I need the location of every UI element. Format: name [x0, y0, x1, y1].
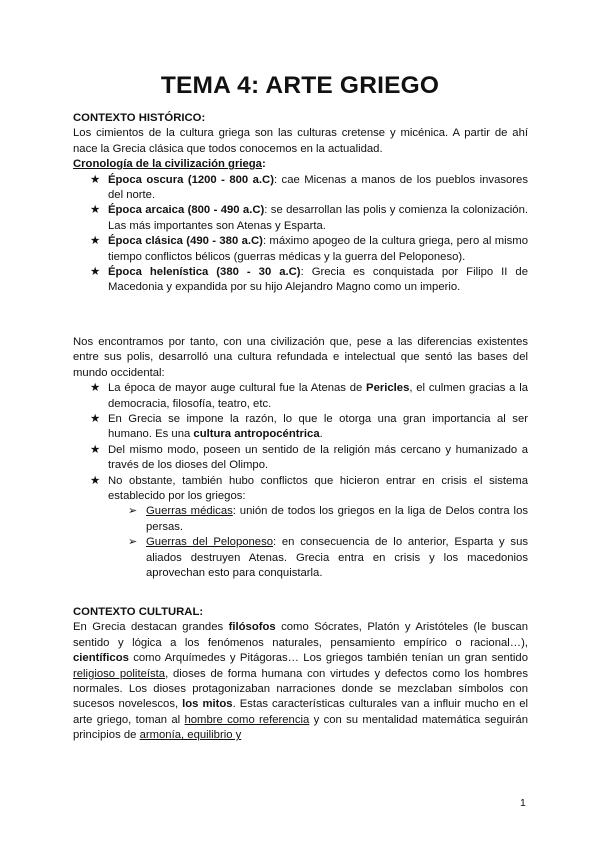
- era-name: Época helenística (380 - 30 a.C): [108, 266, 301, 279]
- point-text: No obstante, también hubo conflictos que hicieron entrar en crisis el sistema establecido por los griegos:: [108, 474, 528, 503]
- era-description: : se desarrollan las polis y comienza la colonización. Las más importantes son Atenas y Esparta.: [108, 204, 528, 232]
- civilization-point: [73, 381, 528, 412]
- paragraph-text: y con su mentalidad matemática seguirán principios de: [73, 713, 528, 742]
- historical-context-heading: CONTEXTO HISTÓRICO:: [73, 112, 206, 124]
- era-name: Época arcaica (800 - 490 a.C): [108, 204, 265, 217]
- arrow-bullet-icon: ➢: [128, 505, 138, 518]
- point-text: En Grecia se impone la razón, lo que le otorga una gran importancia al ser humano. Es una: [108, 413, 528, 441]
- star-bullet-icon: ★: [90, 443, 101, 456]
- civilization-summary: Nos encontramos por tanto, con una civilización que, pese a las diferencias existentes entre sus polis, desarrolló una cultura refundada e intelectual que sentó las bases del mundo occidental:: [73, 336, 528, 379]
- paragraph-underlined: religioso politeísta: [73, 667, 166, 680]
- point-emphasis: Pericles: [366, 382, 410, 395]
- war-description: : en consecuencia de lo anterior, Esparta y sus aliados destruyen Atenas. Grecia entra en crisis y los macedonios aprovechan esto para conquistarla.: [146, 536, 529, 580]
- cultural-context-paragraph: [73, 620, 528, 743]
- cultural-context-section: [73, 605, 528, 744]
- point-text: .: [319, 428, 323, 441]
- paragraph-emphasis: los mitos: [182, 698, 233, 711]
- chronology-heading-colon: :: [261, 158, 266, 171]
- paragraph-text: , dioses de forma humana con virtudes y defectos como los hombres normales. Los dioses protagonizaban narraciones donde se mezclaban símbolos con sucesos novelescos,: [73, 667, 528, 711]
- paragraph-underlined: hombre como referencia: [184, 713, 310, 726]
- civilization-point: [73, 474, 528, 505]
- war-description: : unión de todos los griegos en la liga de Delos contra los persas.: [146, 505, 529, 533]
- era-name: Época clásica (490 - 380 a.C): [108, 235, 263, 248]
- document-title: TEMA 4: ARTE GRIEGO: [160, 72, 440, 99]
- chronology-item: [73, 234, 528, 265]
- wars-list: [73, 504, 528, 581]
- paragraph-text: . Estas características culturales van a influir mucho en el arte griego, toman al: [73, 698, 528, 726]
- star-bullet-icon: ★: [90, 266, 101, 279]
- historical-context-intro: Los cimientos de la cultura griega son las culturas cretense y micénica. A partir de ahí nace la Grecia clásica que todos conocemos en la actualidad.: [73, 127, 528, 155]
- point-text: La época de mayor auge cultural fue la Atenas de: [108, 382, 367, 395]
- chronology-heading-text: Cronología de la civilización griega: [73, 158, 262, 171]
- era-name: Época oscura (1200 - 800 a.C): [108, 173, 274, 186]
- era-description: : máximo apogeo de la cultura griega, pero al mismo tiempo conflictos bélicos (guerras médicas y la guerra del Peloponeso).: [108, 235, 528, 263]
- star-bullet-icon: ★: [90, 382, 101, 395]
- point-text: Del mismo modo, poseen un sentido de la religión más cercano y humanizado a través de los dioses del Olimpo.: [108, 443, 528, 472]
- paragraph-emphasis: científicos: [73, 652, 129, 665]
- cultural-context-heading: CONTEXTO CULTURAL:: [73, 606, 204, 618]
- star-bullet-icon: ★: [90, 204, 101, 217]
- era-description: : Grecia es conquistada por Filipo II de Macedonia y expandida por su hijo Alejandro Magno como un imperio.: [108, 266, 528, 294]
- era-description: : cae Micenas a manos de los pueblos invasores del norte.: [108, 173, 528, 202]
- paragraph-emphasis: filósofos: [228, 621, 276, 634]
- star-bullet-icon: ★: [90, 474, 101, 487]
- civilization-point: [73, 443, 528, 474]
- star-bullet-icon: ★: [90, 413, 101, 426]
- star-bullet-icon: ★: [90, 173, 101, 186]
- paragraph-text: como Sócrates, Platón y Aristóteles (le buscan sentido y lógica a los fenómenos naturales, pensamiento empírico o racional…),: [73, 621, 528, 649]
- point-emphasis: cultura antropocéntrica: [193, 428, 320, 441]
- paragraph-underlined: armonía, equilibrio y: [139, 729, 242, 742]
- civilization-point: [73, 412, 528, 443]
- historical-context-section: [73, 111, 528, 296]
- page-number: 1: [520, 797, 526, 809]
- civilization-points-list: [73, 381, 528, 504]
- war-item: [73, 535, 528, 581]
- chronology-item: [73, 265, 528, 296]
- point-text: , el culmen gracias a la democracia, filosofía, teatro, etc.: [108, 382, 528, 410]
- civilization-summary-section: [73, 335, 528, 582]
- chronology-item: [73, 173, 528, 204]
- paragraph-text: En Grecia destacan grandes: [73, 621, 229, 634]
- chronology-item: [73, 203, 528, 234]
- chronology-heading: [73, 157, 528, 172]
- war-item: [73, 504, 528, 535]
- war-name: Guerras médicas: [146, 505, 233, 518]
- war-name: Guerras del Peloponeso: [146, 536, 274, 549]
- arrow-bullet-icon: ➢: [128, 536, 138, 549]
- star-bullet-icon: ★: [90, 235, 101, 248]
- chronology-list: [73, 173, 528, 296]
- paragraph-text: como Arquímedes y Pitágoras… Los griegos también tenían un gran sentido: [128, 652, 528, 665]
